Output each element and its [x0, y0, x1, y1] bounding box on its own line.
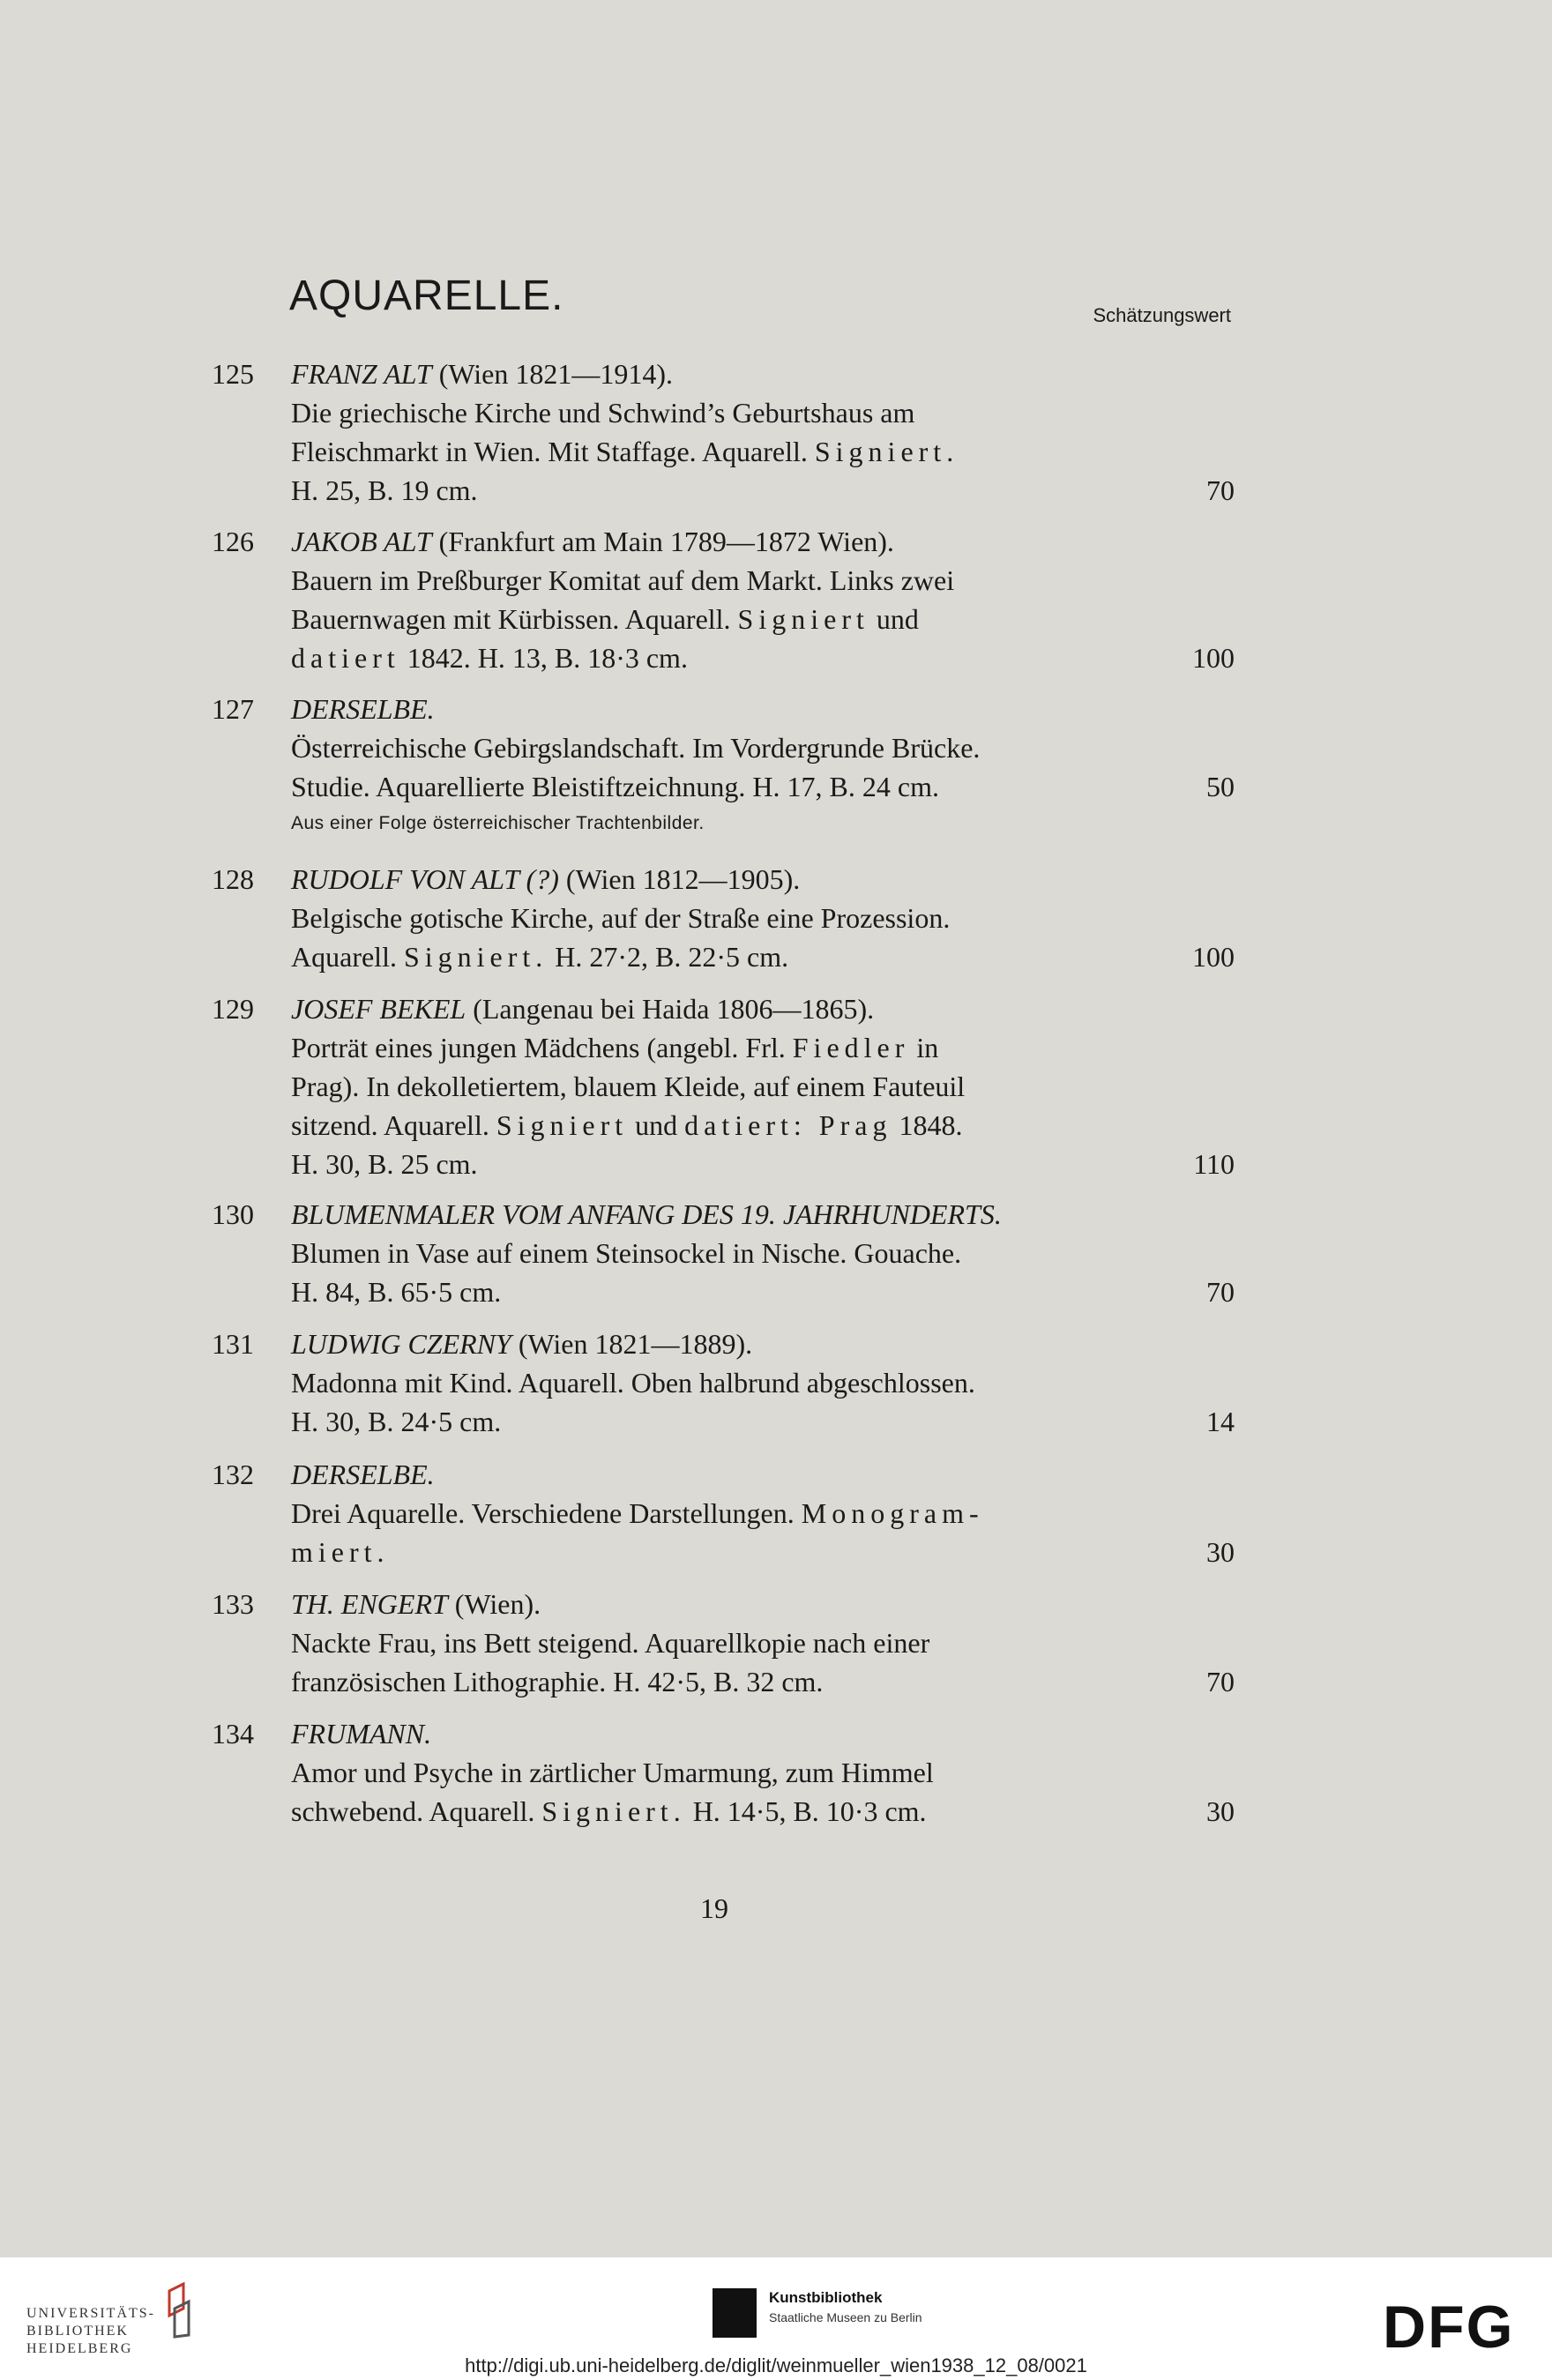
- description-line: [291, 1234, 1173, 1272]
- description-text: H. 30, B. 24·5 cm.: [291, 1406, 502, 1437]
- entry-number: 133: [212, 1588, 254, 1620]
- estimate-value: 70: [1206, 474, 1235, 506]
- entry-heading: [291, 690, 1173, 728]
- spaced-term: Signiert.: [403, 941, 548, 973]
- description-text: H. 30, B. 25 cm.: [291, 1148, 478, 1180]
- description-line: [291, 393, 1173, 432]
- spaced-term: Monogram-: [801, 1497, 984, 1529]
- estimate-value: 100: [1192, 642, 1235, 674]
- entry-body: [291, 1455, 1173, 1571]
- uni-line-1: UNIVERSITÄTS-: [26, 2306, 155, 2321]
- kunstbibliothek-logo-icon[interactable]: [713, 2288, 757, 2338]
- entry-body: [291, 1324, 1173, 1441]
- entry-heading: [291, 1585, 1173, 1623]
- artist-name: FRUMANN.: [291, 1718, 432, 1750]
- description-text: H. 25, B. 19 cm.: [291, 474, 478, 506]
- description-text: Die griechische Kirche und Schwind’s Geburtshaus am: [291, 397, 915, 429]
- entry-number: 129: [212, 993, 254, 1025]
- description-text: Bauern im Preßburger Komitat auf dem Markt. Links zwei: [291, 564, 955, 596]
- description-line: [291, 1792, 1173, 1831]
- page-number: 19: [700, 1892, 728, 1924]
- description-text: Porträt eines jungen Mädchens (angebl. Frl.: [291, 1032, 793, 1063]
- description-line: [291, 1067, 1173, 1106]
- entry-body: [291, 690, 1173, 841]
- spaced-term: Fiedler: [792, 1032, 910, 1063]
- artist-name: JAKOB ALT: [291, 526, 432, 557]
- description-line: [291, 899, 1173, 937]
- entry-body: [291, 1195, 1173, 1311]
- description-text: H. 14·5, B. 10·3 cm.: [685, 1795, 927, 1827]
- entry-heading: [291, 860, 1173, 899]
- description-line: [291, 1662, 1173, 1701]
- entry-body: [291, 1585, 1173, 1701]
- estimate-value: 30: [1206, 1795, 1235, 1827]
- description-line: [291, 937, 1173, 976]
- entry-heading: [291, 1195, 1173, 1234]
- artist-dates: (Langenau bei Haida 1806—1865).: [466, 993, 875, 1025]
- description-line: [291, 728, 1173, 767]
- entry-body: [291, 522, 1173, 677]
- entry-heading: [291, 522, 1173, 561]
- artist-name: RUDOLF VON ALT (?): [291, 863, 559, 895]
- entry-number: 128: [212, 863, 254, 895]
- description-text: Bauernwagen mit Kürbissen. Aquarell.: [291, 603, 738, 635]
- estimate-value: 70: [1206, 1276, 1235, 1308]
- entry-number: 132: [212, 1459, 254, 1490]
- entry-number: 126: [212, 526, 254, 557]
- description-text: Drei Aquarelle. Verschiedene Darstellungen.: [291, 1497, 802, 1529]
- description-text: französischen Lithographie. H. 42·5, B. 32 cm.: [291, 1666, 824, 1697]
- description-line: [291, 1106, 1173, 1145]
- entry-note: Aus einer Folge österreichischer Trachtenbilder.: [291, 813, 705, 833]
- university-library-logo-text[interactable]: [26, 2305, 155, 2358]
- spaced-term: datiert: Prag: [684, 1109, 892, 1141]
- entry-heading: [291, 1324, 1173, 1363]
- description-text: H. 27·2, B. 22·5 cm.: [548, 941, 789, 973]
- description-line: [291, 767, 1173, 806]
- entry-number: 127: [212, 693, 254, 725]
- spaced-term: Signiert.: [814, 436, 959, 467]
- description-line: [291, 561, 1173, 600]
- artist-name: BLUMENMALER VOM ANFANG DES 19. JAHRHUNDERTS.: [291, 1198, 1002, 1230]
- description-text: Amor und Psyche in zärtlicher Umarmung, zum Himmel: [291, 1757, 934, 1788]
- description-text: H. 84, B. 65·5 cm.: [291, 1276, 502, 1308]
- artist-dates: (Frankfurt am Main 1789—1872 Wien).: [431, 526, 894, 557]
- entry-body: [291, 989, 1173, 1183]
- description-text: in: [909, 1032, 939, 1063]
- entry-heading: [291, 354, 1173, 393]
- dfg-logo[interactable]: DFG: [1383, 2294, 1515, 2361]
- spaced-term: miert.: [291, 1536, 390, 1568]
- description-text: Fleischmarkt in Wien. Mit Staffage. Aquarell.: [291, 436, 815, 467]
- description-text: und: [628, 1109, 685, 1141]
- estimate-value: 70: [1206, 1666, 1235, 1697]
- uni-line-3: HEIDELBERG: [26, 2341, 133, 2356]
- description-line: [291, 432, 1173, 471]
- description-line: [291, 1533, 1173, 1571]
- artist-name: DERSELBE.: [291, 1459, 435, 1490]
- artist-name: TH. ENGERT: [291, 1588, 448, 1620]
- spaced-term: Signiert: [496, 1109, 629, 1141]
- description-line: [291, 638, 1173, 677]
- artist-dates: (Wien 1812—1905).: [558, 863, 801, 895]
- description-text: Blumen in Vase auf einem Steinsockel in Nische. Gouache.: [291, 1237, 962, 1269]
- estimate-value: 100: [1192, 941, 1235, 973]
- description-text: Nackte Frau, ins Bett steigend. Aquarellkopie nach einer: [291, 1627, 930, 1659]
- description-text: Madonna mit Kind. Aquarell. Oben halbrund abgeschlossen.: [291, 1367, 975, 1399]
- description-text: schwebend. Aquarell.: [291, 1795, 542, 1827]
- description-line: [291, 1145, 1173, 1183]
- spaced-term: Signiert.: [541, 1795, 686, 1827]
- description-text: Belgische gotische Kirche, auf der Straße eine Prozession.: [291, 902, 951, 934]
- entry-body: [291, 1714, 1173, 1831]
- description-line: [291, 1363, 1173, 1402]
- uni-line-2: BIBLIOTHEK: [26, 2324, 129, 2339]
- entry-heading: [291, 1455, 1173, 1494]
- estimate-value: 110: [1193, 1148, 1235, 1180]
- estimate-value: 50: [1206, 771, 1235, 802]
- entry-heading: [291, 989, 1173, 1028]
- description-text: Aquarell.: [291, 941, 404, 973]
- entry-number: 130: [212, 1198, 254, 1230]
- entry-body: [291, 860, 1173, 976]
- description-line: [291, 600, 1173, 638]
- estimate-value: 14: [1206, 1406, 1235, 1437]
- entry-heading: [291, 1714, 1173, 1753]
- description-text: Studie. Aquarellierte Bleistiftzeichnung. H. 17, B. 24 cm.: [291, 771, 939, 802]
- description-text: sitzend. Aquarell.: [291, 1109, 496, 1141]
- description-line: [291, 1753, 1173, 1792]
- artist-dates: (Wien 1821—1889).: [511, 1328, 753, 1360]
- artist-name: LUDWIG CZERNY: [291, 1328, 511, 1360]
- description-text: 1848.: [892, 1109, 963, 1141]
- description-line: [291, 1028, 1173, 1067]
- spaced-term: datiert: [291, 642, 400, 674]
- column-header-estimate: Schätzungswert: [1093, 304, 1231, 326]
- entry-body: [291, 354, 1173, 510]
- source-url[interactable]: http://digi.ub.uni-heidelberg.de/diglit/weinmueller_wien1938_12_08/0021: [465, 2354, 1087, 2376]
- description-text: Prag). In dekolletiertem, blauem Kleide, auf einem Fauteuil: [291, 1071, 966, 1102]
- entry-number: 131: [212, 1328, 254, 1360]
- artist-dates: (Wien 1821—1914).: [431, 358, 674, 390]
- description-line: [291, 1494, 1173, 1533]
- spaced-term: Signiert: [737, 603, 869, 635]
- estimate-value: 30: [1206, 1536, 1235, 1568]
- kunstbibliothek-subtitle: Staatliche Museen zu Berlin: [769, 2310, 922, 2324]
- description-text: Österreichische Gebirgslandschaft. Im Vordergrunde Brücke.: [291, 732, 981, 764]
- description-line: [291, 1272, 1173, 1311]
- artist-name: DERSELBE.: [291, 693, 435, 725]
- description-text: und: [869, 603, 919, 635]
- description-line: [291, 1402, 1173, 1441]
- artist-name: FRANZ ALT: [291, 358, 432, 390]
- section-heading: AQUARELLE.: [289, 272, 564, 319]
- artist-dates: (Wien).: [447, 1588, 541, 1620]
- entry-number: 134: [212, 1718, 254, 1750]
- description-line: [291, 471, 1173, 510]
- kunstbibliothek-title: Kunstbibliothek: [769, 2289, 883, 2306]
- entry-number: 125: [212, 358, 254, 390]
- description-line: [291, 1623, 1173, 1662]
- artist-name: JOSEF BEKEL: [291, 993, 466, 1025]
- description-text: 1842. H. 13, B. 18·3 cm.: [399, 642, 688, 674]
- university-library-emblem-icon: [166, 2282, 196, 2339]
